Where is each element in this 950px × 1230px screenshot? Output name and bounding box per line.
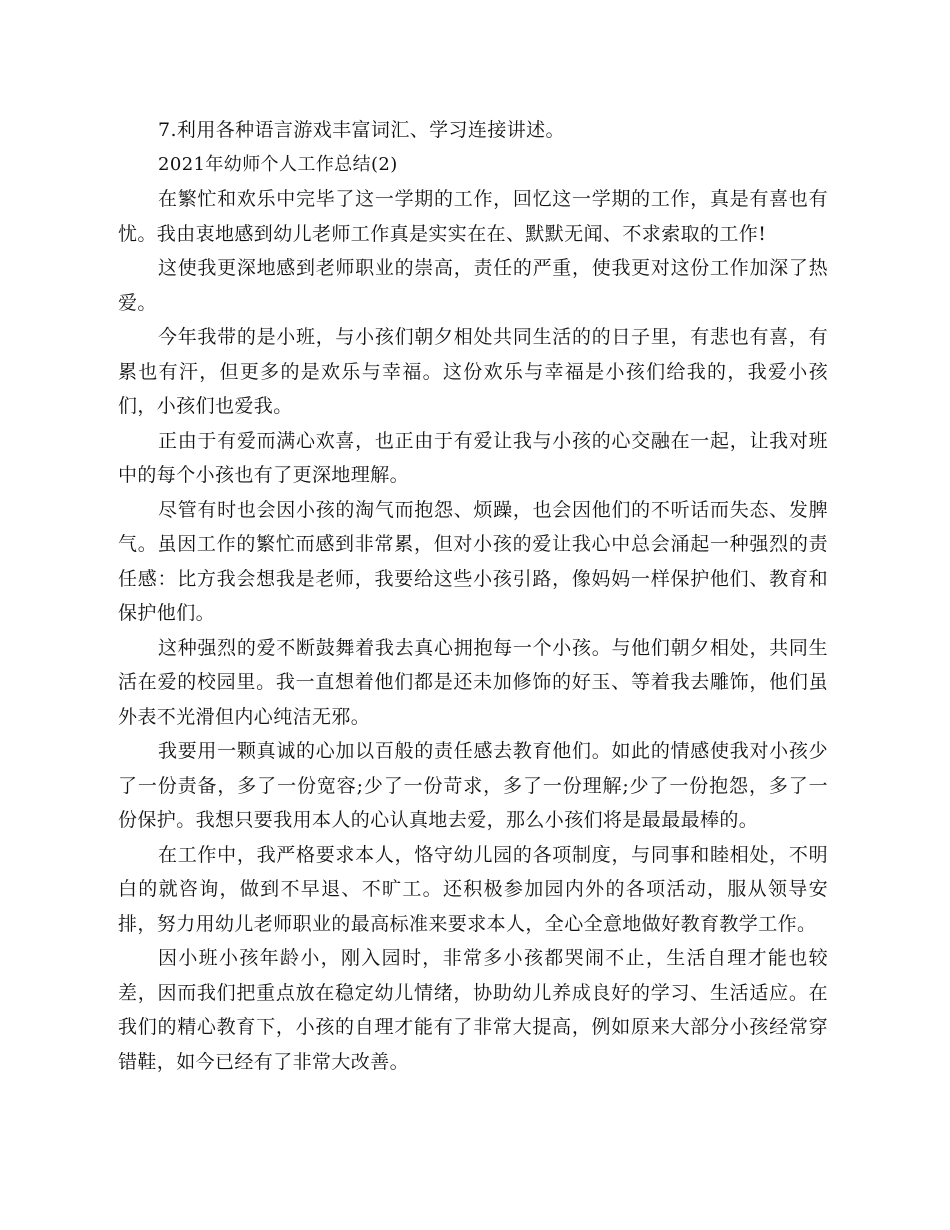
paragraph-7: 我要用一颗真诚的心加以百般的责任感去教育他们。如此的情感使我对小孩少了一份责备，多了一份宽容;少了一份苛求，多了一份理解;少了一份抱怨，多了一份保护。我想只要我用本人的心认真地去爱，那么小孩们将是最最最棒的。 — [118, 740, 828, 831]
paragraph-5: 尽管有时也会因小孩的淘气而抱怨、烦躁，也会因他们的不听话而失态、发脾气。虽因工作的繁忙而感到非常累，但对小孩的爱让我心中总会涌起一种强烈的责任感：比方我会想我是老师，我要给这些小孩引路，像妈妈一样保护他们、教育和保护他们。 — [118, 498, 828, 624]
paragraph-6: 这种强烈的爱不断鼓舞着我去真心拥抱每一个小孩。与他们朝夕相处，共同生活在爱的校园里。我一直想着他们都是还未加修饰的好玉、等着我去雕饰，他们虽外表不光滑但内心纯洁无邪。 — [118, 636, 828, 728]
section-heading: 2021年幼师个人工作总结(2) — [158, 153, 398, 175]
paragraph-8: 在工作中，我严格要求本人，恪守幼儿园的各项制度，与同事和睦相处，不明白的就咨询，做到不早退、不旷工。还积极参加园内外的各项活动，服从领导安排，努力用幼儿老师职业的最高标准来要求本人，全心全意地做好教育教学工作。 — [118, 843, 828, 935]
paragraph-9: 因小班小孩年龄小，刚入园时，非常多小孩都哭闹不止，生活自理才能也较差，因而我们把重点放在稳定幼儿情绪，协助幼儿养成良好的学习、生活适应。在我们的精心教育下，小孩的自理才能有了非常大提高，例如原来大部分小孩经常穿错鞋，如今已经有了非常大改善。 — [118, 947, 828, 1073]
paragraph-1: 在繁忙和欢乐中完毕了这一学期的工作，回忆这一学期的工作，真是有喜也有忧。我由衷地感到幼儿老师工作真是实实在在、默默无闻、不求索取的工作! — [118, 188, 828, 245]
paragraph-2: 这使我更深地感到老师职业的崇高，责任的严重，使我更对这份工作加深了热爱。 — [118, 257, 828, 314]
document-body — [118, 113, 828, 1079]
paragraph-4: 正由于有爱而满心欢喜，也正由于有爱让我与小孩的心交融在一起，让我对班中的每个小孩也有了更深地理解。 — [118, 429, 828, 486]
list-item-7: 7.利用各种语言游戏丰富词汇、学习连接讲述。 — [158, 119, 565, 141]
paragraph-3: 今年我带的是小班，与小孩们朝夕相处共同生活的的日子里，有悲也有喜，有累也有汗，但更多的是欢乐与幸福。这份欢乐与幸福是小孩们给我的，我爱小孩们，小孩们也爱我。 — [118, 326, 828, 417]
